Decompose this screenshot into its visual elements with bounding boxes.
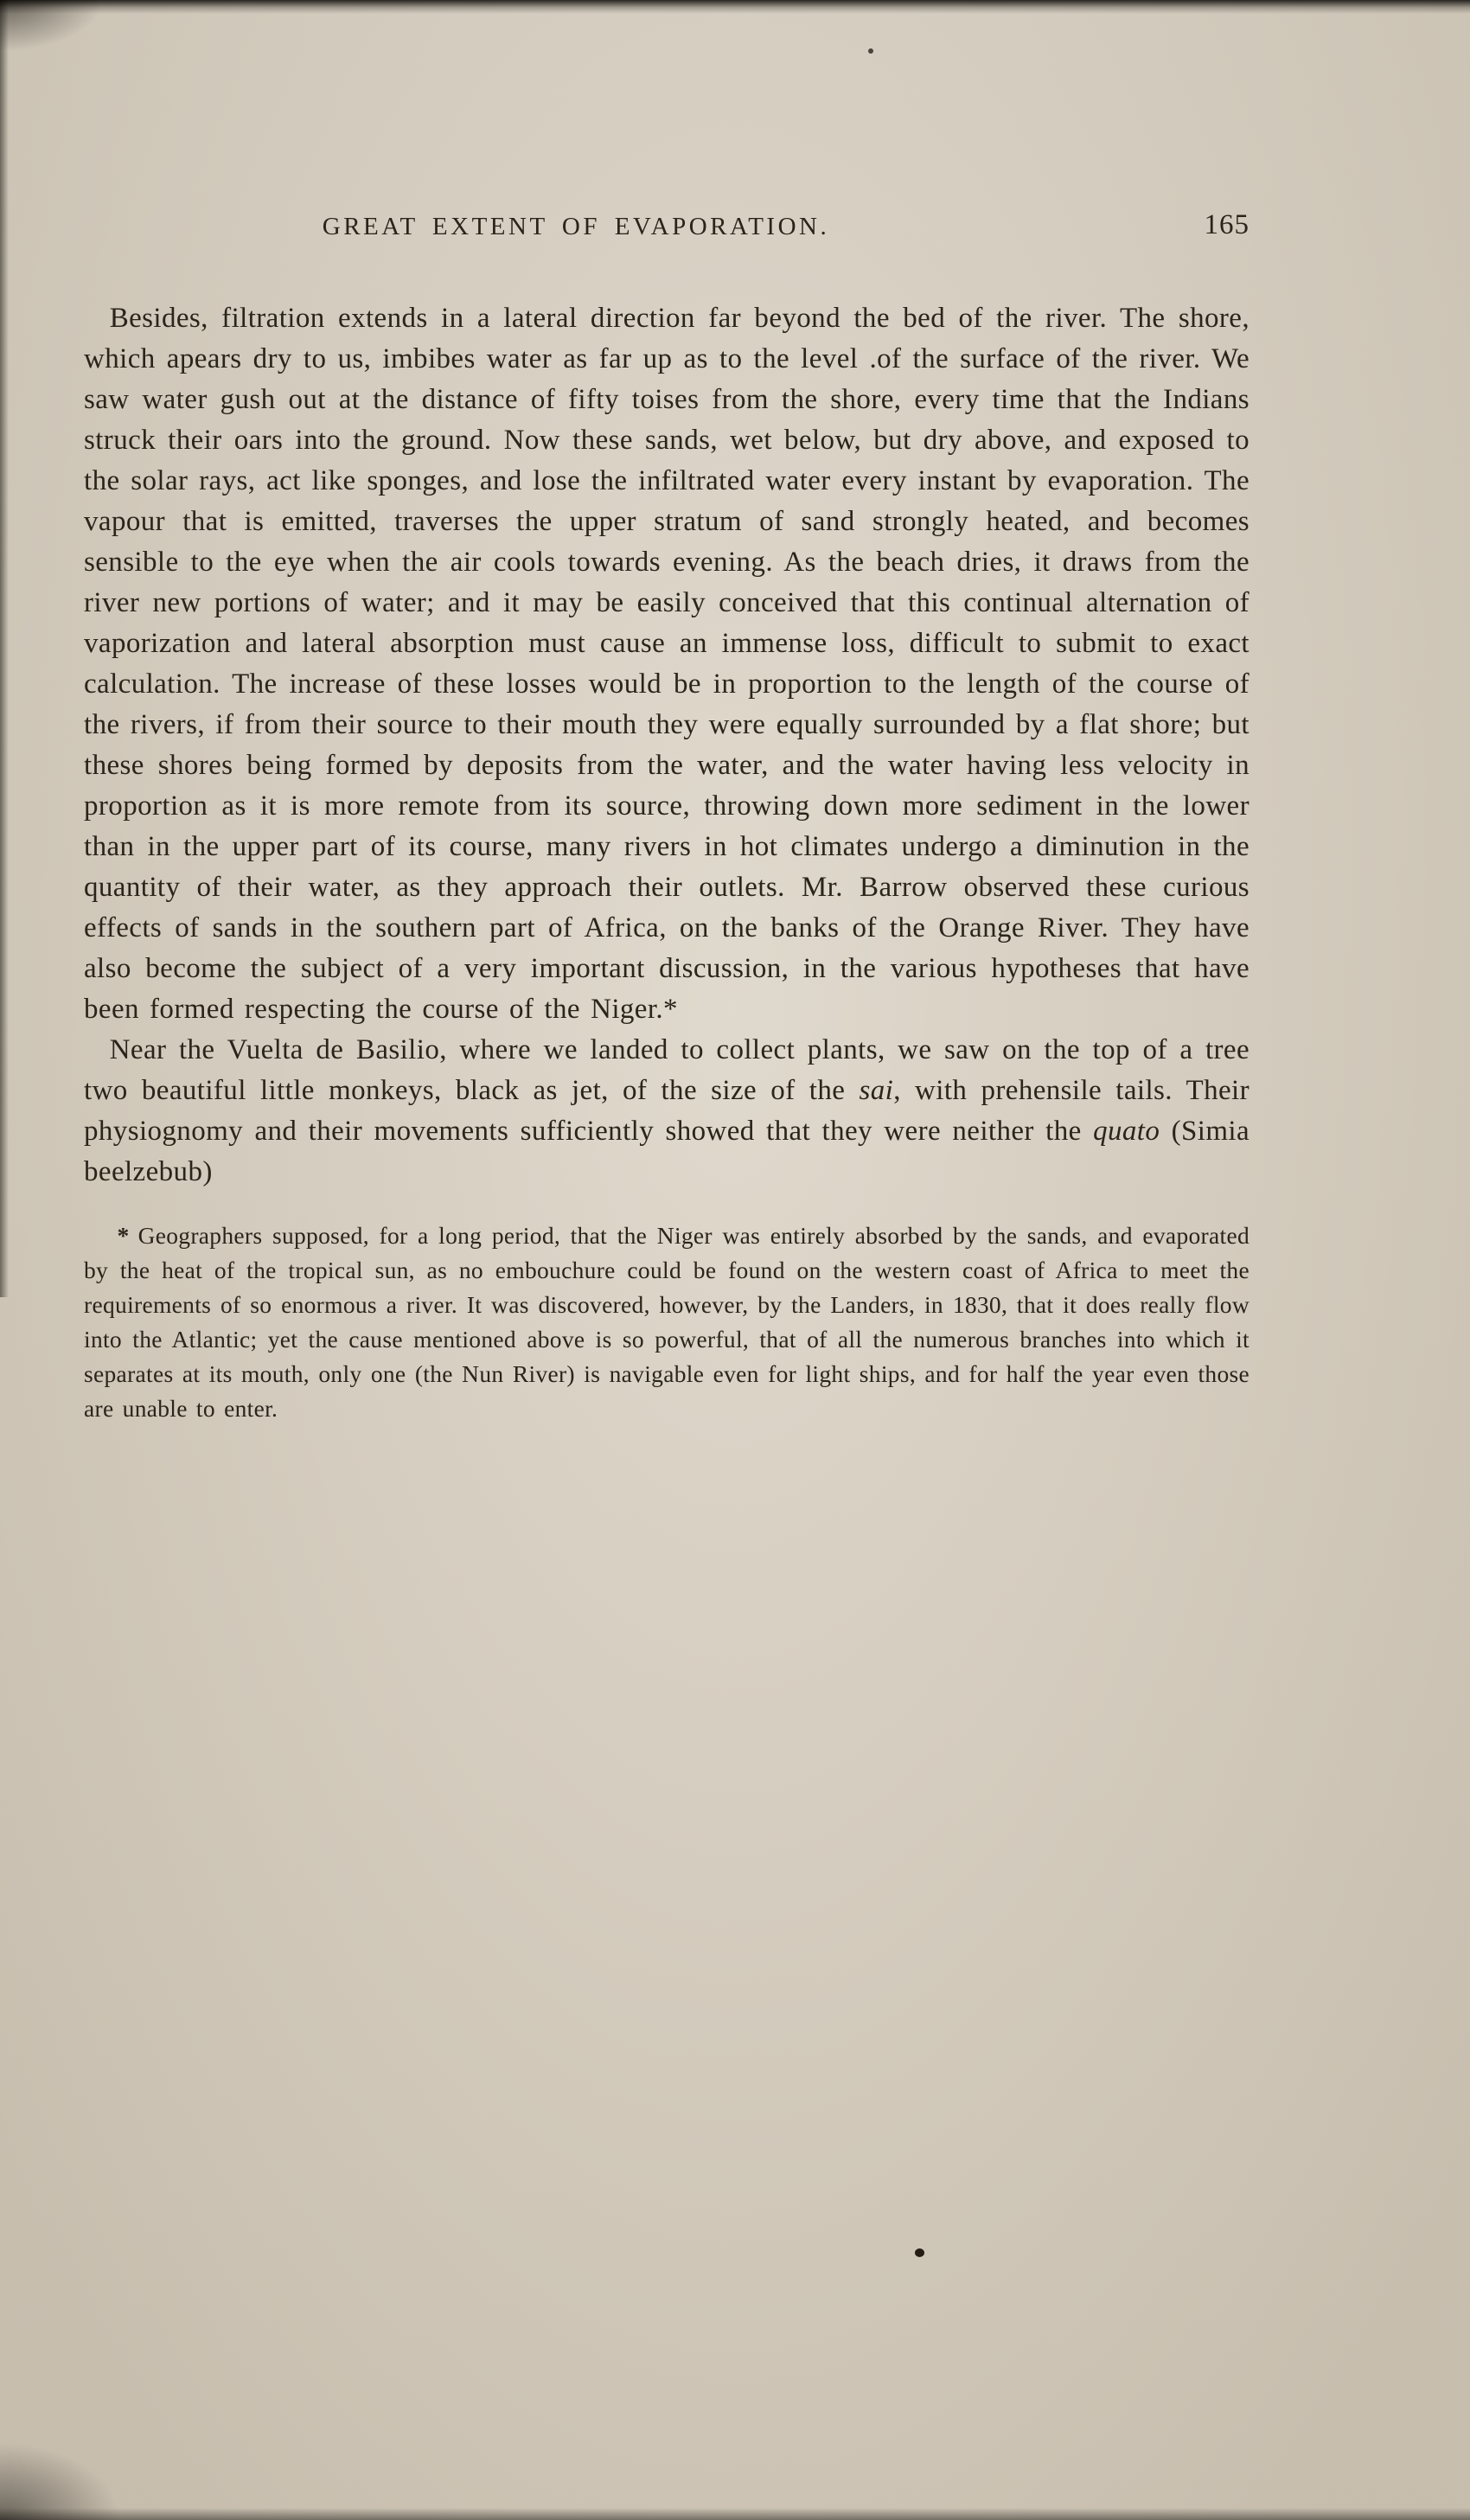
running-header-title: GREAT EXTENT OF EVAPORATION. xyxy=(322,213,830,240)
text-run: Besides, filtration extends in a lateral direction far beyond the bed of the river. The shore, which apears dry to us, imbibes water as far up as to the level .of the surface of the river. We saw water gush out at the distance of fifty toises from the shore, every time that the Indians struck their oars into the ground. Now these sands, wet below, but dry above, and exposed to the solar rays, act like sponges, and lose the infiltrated water every instant by evaporation. The vapour that is emitted, traverses the upper stratum of sand strongly heated, and becomes sensible to the eye when the air cools towards evening. As the beach dries, it draws from the river new portions of water; and it may be easily conceived that this continual alternation of vaporization and lateral absorption must cause an immense loss, difficult to submit to exact calculation. The increase of these losses would be in proportion to the length of the course of the rivers, if from their source to their mouth they were equally surrounded by a flat shore; but these shores being formed by deposits from the water, and the water having less velocity in proportion as it is more remote from its source, throwing down more sediment in the lower than in the upper part of its course, many rivers in hot climates undergo a diminution in the quantity of their water, as they approach their outlets. Mr. Barrow observed these curious effects of sands in the southern part of Africa, on the banks of the Orange River. They have also become the subject of a very important discussion, in the various hypotheses that have been formed respecting the course of the Niger.* xyxy=(84,303,1250,1025)
text-run: Near the Vuelta de Basilio, where we landed to collect plants, we saw on the top of a tree two beautiful little monkeys, black as jet, of the size of the xyxy=(84,1034,1250,1106)
paragraph xyxy=(84,1030,1250,1193)
italic-text-run: sai xyxy=(859,1075,894,1106)
footnote-marker: * xyxy=(117,1222,130,1249)
footnote-text: Geographers supposed, for a long period, that the Niger was entirely absorbed by the sands, and evaporated by the heat of the tropical sun, as no embouchure could be found on the western coast of Africa to meet the requirements of so enormous a river. It was discovered, however, by the Landers, in 1830, that it does really flow into the Atlantic; yet the cause mentioned above is so powerful, that of all the numerous branches into which it separates at its mouth, only one (the Nun River) is navigable even for light ships, and for half the year even those are unable to enter. xyxy=(84,1222,1250,1422)
ink-dot-artifact xyxy=(915,2248,924,2257)
footnote-paragraph xyxy=(84,1218,1250,1426)
scan-edge-bottom xyxy=(0,2508,1470,2520)
italic-text-run: quato xyxy=(1093,1116,1160,1147)
page-header xyxy=(84,209,1250,241)
scan-corner-bottom-left xyxy=(0,2442,121,2520)
page-number: 165 xyxy=(1204,209,1250,240)
text-run: , with prehensile tails. Their physiognomy and their movements sufficiently showed that they were neither the xyxy=(84,1075,1250,1147)
paragraph xyxy=(84,298,1250,1030)
text-run: (Simia beelzebub) xyxy=(84,1116,1250,1187)
body-paragraphs xyxy=(84,298,1250,1193)
footnote-section xyxy=(84,1218,1250,1426)
